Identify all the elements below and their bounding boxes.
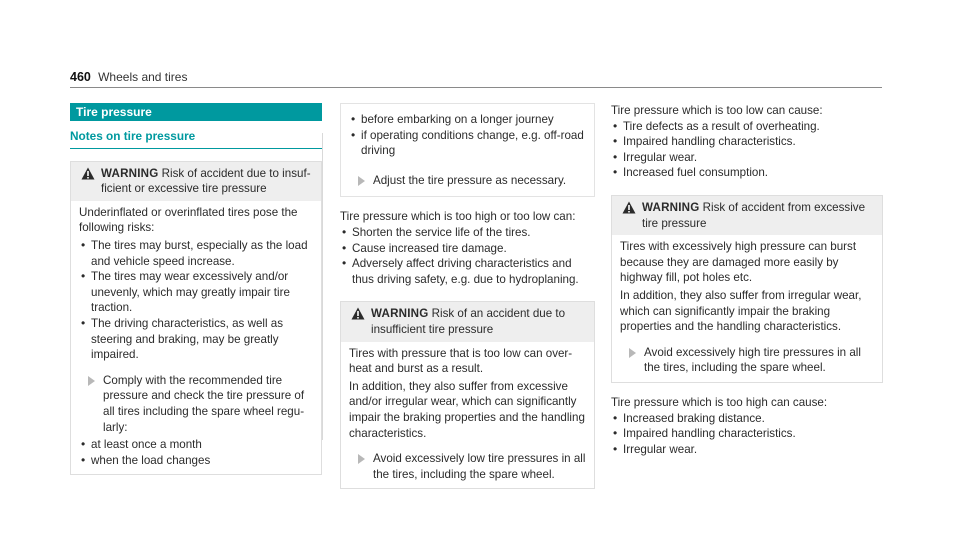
warning-heading: Risk of accident from excessive tire pressure bbox=[642, 200, 866, 230]
paragraph: In addition, they also suffer from excessive and/or irregular wear, which can significantly impair the braking properties and the handling characteristics. bbox=[349, 379, 585, 440]
warning-intro: Underinflated or overinflated tires pose the following risks: bbox=[79, 205, 298, 235]
paragraph: Tire pressure which is too low can cause: bbox=[611, 104, 823, 117]
paragraph: In addition, they also suffer from irregular wear, which can significantly impair the braking properties and the handling characteristics. bbox=[620, 288, 862, 334]
list-item: • Impaired handling characteristics. bbox=[611, 134, 883, 150]
low-effects-list bbox=[611, 119, 883, 181]
warning-header bbox=[71, 162, 321, 201]
list-item: • The driving characteristics, as well as steering and braking, may be greatly impaired. bbox=[79, 316, 313, 363]
list-item: • Adversely affect driving characteristics and thus driving safety, e.g. due to hydroplaning. bbox=[340, 256, 595, 287]
list-item: • Tire defects as a result of overheating. bbox=[611, 119, 883, 135]
warning-triangle-icon bbox=[351, 307, 365, 320]
warning-header bbox=[612, 196, 882, 235]
warning-triangle-icon bbox=[622, 201, 636, 214]
action-text: Avoid excessively low tire pressures in all the tires, including the spare wheel. bbox=[373, 452, 586, 481]
warning-box bbox=[340, 301, 595, 489]
action-text: Comply with the recommended tire pressure and check the tire pressure of all tires including the spare wheel regularly: bbox=[103, 373, 305, 434]
list-item: • The tires may burst, especially as the load and vehicle speed increase. bbox=[79, 238, 313, 269]
high-effects-list bbox=[611, 411, 883, 458]
warning-triangle-icon bbox=[81, 167, 95, 180]
action-arrow-icon bbox=[358, 454, 365, 464]
warning-body bbox=[341, 342, 594, 489]
risk-list bbox=[79, 238, 313, 363]
action-step bbox=[79, 373, 313, 435]
list-item: • Shorten the service life of the tires. bbox=[340, 225, 595, 241]
action-text: Avoid excessively high tire pressures in all the tires, including the spare wheel. bbox=[644, 345, 861, 375]
column-1 bbox=[70, 103, 322, 475]
warning-body bbox=[71, 201, 321, 475]
action-step bbox=[349, 173, 586, 189]
action-arrow-icon bbox=[629, 348, 636, 358]
warning-header bbox=[341, 302, 594, 341]
warning-box bbox=[611, 195, 883, 383]
action-arrow-icon bbox=[358, 176, 365, 186]
action-text: Adjust the tire pressure as necessary. bbox=[373, 173, 567, 187]
sub-heading: Notes on tire pressure bbox=[70, 129, 322, 149]
list-item: • when the load changes bbox=[79, 453, 313, 469]
warning-heading: Risk of accident due to insufficient or excessive tire pressure bbox=[101, 166, 311, 196]
list-item: • Irregular wear. bbox=[611, 150, 883, 166]
when-list-continued bbox=[349, 112, 586, 159]
list-item: • The tires may wear excessively and/or unevenly, which may greatly impair tire traction. bbox=[79, 269, 313, 316]
list-item: • Irregular wear. bbox=[611, 442, 883, 458]
paragraph: Tires with excessively high pressure can burst because they are damaged more easily by highway fill, pot holes etc. bbox=[620, 240, 857, 285]
warning-label: WARNING bbox=[101, 166, 159, 180]
paragraph: Tires with pressure that is too low can overheat and burst as a result. bbox=[349, 346, 573, 376]
list-item: • if operating conditions change, e.g. off-road driving bbox=[349, 128, 586, 159]
when-list bbox=[79, 437, 313, 468]
warning-heading: Risk of an accident due to insufficient tire pressure bbox=[371, 307, 566, 336]
list-item: • Impaired handling characteristics. bbox=[611, 426, 883, 442]
column-3 bbox=[611, 103, 883, 457]
list-item: • at least once a month bbox=[79, 437, 313, 453]
warning-label: WARNING bbox=[371, 307, 429, 321]
action-arrow-icon bbox=[88, 376, 95, 386]
effects-list bbox=[340, 225, 595, 287]
warning-box bbox=[70, 161, 322, 476]
paragraph: Tire pressure which is too high or too low can: bbox=[340, 210, 576, 224]
warning-body bbox=[612, 235, 882, 382]
warning-label: WARNING bbox=[642, 200, 700, 214]
action-step bbox=[349, 451, 586, 482]
list-item: • Increased braking distance. bbox=[611, 411, 883, 427]
page-number: 460 bbox=[70, 70, 91, 84]
section-title: Tire pressure bbox=[70, 103, 322, 121]
column-2 bbox=[340, 103, 595, 489]
page-header bbox=[70, 70, 882, 88]
action-step bbox=[620, 345, 874, 376]
continued-box bbox=[340, 103, 595, 197]
chapter-title: Wheels and tires bbox=[98, 70, 188, 84]
list-item: • Increased fuel consumption. bbox=[611, 165, 883, 181]
column-divider bbox=[322, 133, 323, 440]
list-item: • Cause increased tire damage. bbox=[340, 241, 595, 257]
list-item: • before embarking on a longer journey bbox=[349, 112, 586, 128]
paragraph: Tire pressure which is too high can cause: bbox=[611, 395, 828, 409]
